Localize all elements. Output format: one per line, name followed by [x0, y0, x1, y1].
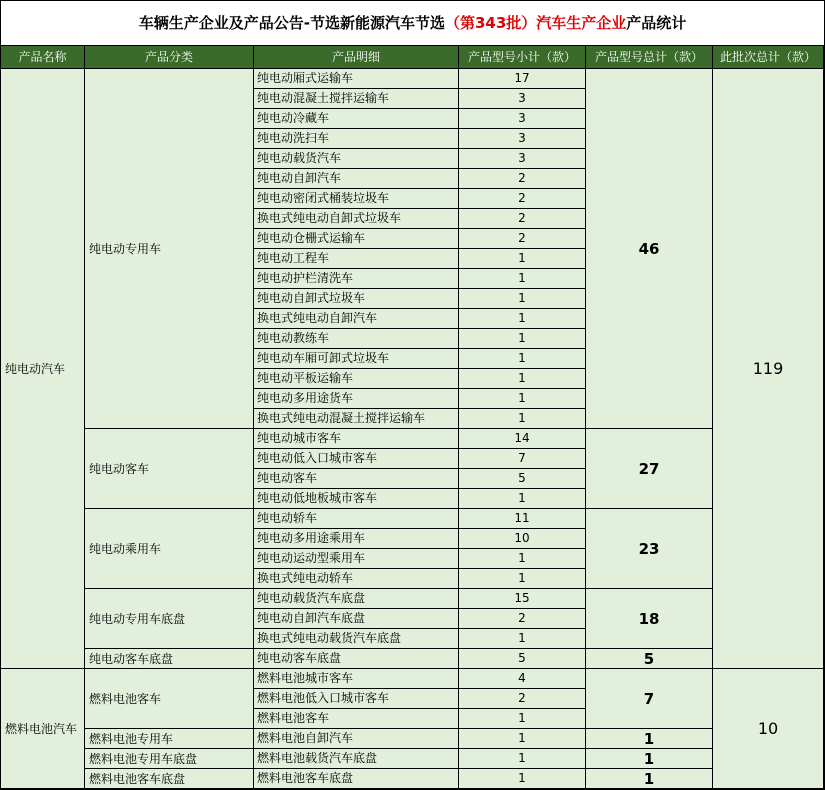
table-row-detail: 纯电动车厢可卸式垃圾车	[254, 349, 459, 369]
table-row-subtotal: 1	[459, 409, 586, 429]
category-label: 纯电动客车底盘	[85, 649, 254, 669]
category-total: 46	[586, 69, 713, 429]
category-total: 1	[586, 729, 713, 749]
table-row-subtotal: 3	[459, 129, 586, 149]
product-name-label: 燃料电池汽车	[1, 669, 85, 789]
table-row-detail: 燃料电池自卸汽车	[254, 729, 459, 749]
table-row-subtotal: 3	[459, 149, 586, 169]
category-label: 纯电动专用车	[85, 69, 254, 429]
table-row-detail: 纯电动混凝土搅拌运输车	[254, 89, 459, 109]
table-row-subtotal: 1	[459, 769, 586, 789]
category-label: 纯电动专用车底盘	[85, 589, 254, 649]
table-row-detail: 纯电动自卸式垃圾车	[254, 289, 459, 309]
table-row-subtotal: 10	[459, 529, 586, 549]
table-row-detail: 纯电动载货汽车底盘	[254, 589, 459, 609]
table-row-detail: 纯电动多用途乘用车	[254, 529, 459, 549]
header-model-subtotal: 产品型号小计（款）	[459, 46, 586, 69]
table-row-subtotal: 1	[459, 749, 586, 769]
table-row-subtotal: 1	[459, 329, 586, 349]
table-row-detail: 纯电动仓栅式运输车	[254, 229, 459, 249]
table-row-detail: 纯电动载货汽车	[254, 149, 459, 169]
title-part-1: 车辆生产企业及产品公告-节选新能源汽车节选	[138, 14, 445, 32]
table-row-detail: 纯电动多用途货车	[254, 389, 459, 409]
header-batch-total: 此批次总计（款）	[713, 46, 824, 69]
table-row-detail: 燃料电池客车	[254, 709, 459, 729]
table-row-subtotal: 2	[459, 169, 586, 189]
table-row-detail: 换电式纯电动轿车	[254, 569, 459, 589]
category-label: 纯电动乘用车	[85, 509, 254, 589]
table-row-subtotal: 3	[459, 109, 586, 129]
table-row-subtotal: 17	[459, 69, 586, 89]
table-row-subtotal: 7	[459, 449, 586, 469]
table-row-detail: 纯电动厢式运输车	[254, 69, 459, 89]
batch-total: 119	[713, 69, 824, 669]
table-row-subtotal: 2	[459, 609, 586, 629]
table-row-detail: 燃料电池客车底盘	[254, 769, 459, 789]
table-row-subtotal: 4	[459, 669, 586, 689]
category-label: 燃料电池客车	[85, 669, 254, 729]
table-row-detail: 纯电动自卸汽车底盘	[254, 609, 459, 629]
title-part-3: 产品统计	[626, 14, 687, 32]
table-row-detail: 燃料电池载货汽车底盘	[254, 749, 459, 769]
category-total: 5	[586, 649, 713, 669]
batch-total: 10	[713, 669, 824, 789]
header-product-name: 产品名称	[1, 46, 85, 69]
title-part-2: （第343批）汽车生产企业	[444, 14, 627, 32]
table-row-subtotal: 1	[459, 569, 586, 589]
table-row-subtotal: 1	[459, 369, 586, 389]
table-row-detail: 纯电动平板运输车	[254, 369, 459, 389]
table-row-detail: 纯电动运动型乘用车	[254, 549, 459, 569]
table-row-detail: 纯电动自卸汽车	[254, 169, 459, 189]
category-total: 18	[586, 589, 713, 649]
category-total: 7	[586, 669, 713, 729]
table-row-detail: 纯电动轿车	[254, 509, 459, 529]
table-row-subtotal: 1	[459, 289, 586, 309]
table-row-detail: 换电式纯电动载货汽车底盘	[254, 629, 459, 649]
table-row-subtotal: 2	[459, 689, 586, 709]
table-row-detail: 纯电动低地板城市客车	[254, 489, 459, 509]
table-row-subtotal: 5	[459, 469, 586, 489]
table-row-detail: 纯电动教练车	[254, 329, 459, 349]
table-row-detail: 纯电动客车	[254, 469, 459, 489]
table-row-subtotal: 1	[459, 489, 586, 509]
table-row-detail: 燃料电池低入口城市客车	[254, 689, 459, 709]
table-row-detail: 纯电动护栏清洗车	[254, 269, 459, 289]
table-row-subtotal: 3	[459, 89, 586, 109]
table-row-subtotal: 2	[459, 189, 586, 209]
table-row-detail: 纯电动低入口城市客车	[254, 449, 459, 469]
category-label: 燃料电池专用车	[85, 729, 254, 749]
table-row-detail: 纯电动城市客车	[254, 429, 459, 449]
table-title	[1, 1, 824, 46]
table-row-subtotal: 1	[459, 349, 586, 369]
table-row-subtotal: 1	[459, 309, 586, 329]
category-label: 纯电动客车	[85, 429, 254, 509]
table-row-detail: 纯电动洗扫车	[254, 129, 459, 149]
product-name-label: 纯电动汽车	[1, 69, 85, 669]
category-total: 1	[586, 769, 713, 789]
table-row-subtotal: 15	[459, 589, 586, 609]
table-row-subtotal: 1	[459, 549, 586, 569]
table-row-subtotal: 14	[459, 429, 586, 449]
table-row-detail: 燃料电池城市客车	[254, 669, 459, 689]
category-total: 1	[586, 749, 713, 769]
category-total: 23	[586, 509, 713, 589]
category-total: 27	[586, 429, 713, 509]
table-row-subtotal: 5	[459, 649, 586, 669]
table-row-subtotal: 1	[459, 629, 586, 649]
table-row-detail: 换电式纯电动自卸汽车	[254, 309, 459, 329]
table-row-subtotal: 2	[459, 229, 586, 249]
table-row-subtotal: 1	[459, 269, 586, 289]
table-row-detail: 纯电动密闭式桶装垃圾车	[254, 189, 459, 209]
header-model-total: 产品型号总计（款）	[586, 46, 713, 69]
table-row-subtotal: 1	[459, 389, 586, 409]
table-row-detail: 换电式纯电动混凝土搅拌运输车	[254, 409, 459, 429]
table-row-subtotal: 11	[459, 509, 586, 529]
table-row-detail: 换电式纯电动自卸式垃圾车	[254, 209, 459, 229]
header-product-detail: 产品明细	[254, 46, 459, 69]
category-label: 燃料电池专用车底盘	[85, 749, 254, 769]
table-row-subtotal: 1	[459, 249, 586, 269]
table-row-detail: 纯电动冷藏车	[254, 109, 459, 129]
table-row-subtotal: 1	[459, 729, 586, 749]
table-row-detail: 纯电动工程车	[254, 249, 459, 269]
table-row-subtotal: 1	[459, 709, 586, 729]
table-row-subtotal: 2	[459, 209, 586, 229]
table-row-detail: 纯电动客车底盘	[254, 649, 459, 669]
category-label: 燃料电池客车底盘	[85, 769, 254, 789]
header-product-category: 产品分类	[85, 46, 254, 69]
